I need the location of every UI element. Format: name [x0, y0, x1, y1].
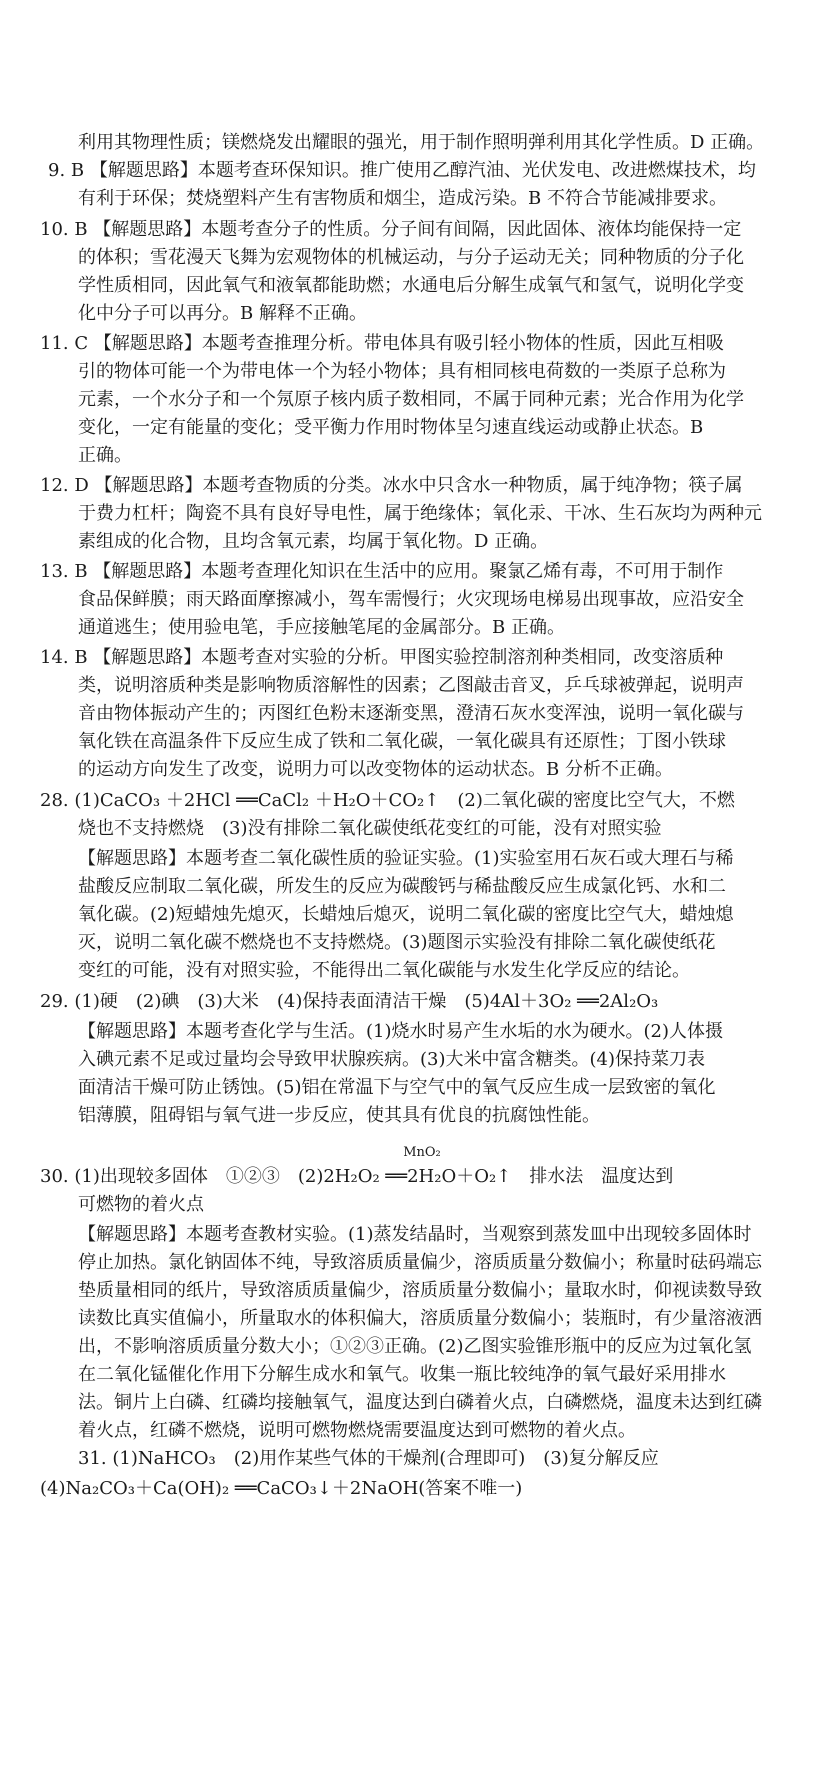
text-line: 垫质量相同的纸片，导致溶质质量偏少，溶质质量分数偏小；量取水时，仰视读数导致	[78, 1280, 762, 1301]
answer-14-line: 14. B 【解题思路】本题考查对实验的分析。甲图实验控制溶剂种类相同，改变溶质种	[40, 647, 724, 668]
answer-13-line: 13. B 【解题思路】本题考查理化知识在生活中的应用。聚氯乙烯有毒，不可用于制作	[40, 561, 724, 582]
text-line: 烧也不支持燃烧 (3)没有排除二氧化碳使纸花变红的可能，没有对照实验	[78, 818, 662, 839]
catalyst-label: MnO₂	[403, 1145, 441, 1160]
text-line: 利用其物理性质；镁燃烧发出耀眼的强光，用于制作照明弹利用其化学性质。D 正确。	[78, 132, 765, 153]
text-line: 停止加热。氯化钠固体不纯，导致溶质质量偏少，溶质质量分数偏小；称量时砝码端忘	[78, 1252, 762, 1273]
text-line: 31. (1)NaHCO₃ (2)用作某些气体的干燥剂(合理即可) (3)复分解反应	[78, 1448, 659, 1469]
text-line: 出，不影响溶质质量分数大小；①②③正确。(2)乙图实验锥形瓶中的反应为过氧化氢	[78, 1336, 752, 1357]
answer-12-line: 12. D 【解题思路】本题考查物质的分类。冰水中只含水一种物质，属于纯净物；筷子属	[40, 475, 743, 496]
text-line: 于费力杠杆；陶瓷不具有良好导电性，属于绝缘体；氧化汞、干冰、生石灰均为两种元	[78, 503, 762, 524]
text-line: 法。铜片上白磷、红磷均接触氧气，温度达到白磷着火点，白磷燃烧，温度未达到红磷	[78, 1392, 762, 1413]
text-line: 化中分子可以再分。B 解释不正确。	[78, 303, 367, 324]
text-line: 的运动方向发生了改变，说明力可以改变物体的运动状态。B 分析不正确。	[78, 759, 673, 780]
answer-29-line: 29. (1)硬 (2)碘 (3)大米 (4)保持表面清洁干燥 (5)4Al＋3O₂ ══2Al₂O₃	[40, 991, 659, 1012]
text-line: 通道逃生；使用验电笔，手应接触笔尾的金属部分。B 正确。	[78, 617, 565, 638]
answer-10-line: 10. B 【解题思路】本题考查分子的性质。分子间有间隔，因此固体、液体均能保持一定	[40, 219, 742, 240]
text-line: 在二氧化锰催化作用下分解生成水和氧气。收集一瓶比较纯净的氧气最好采用排水	[78, 1364, 726, 1385]
text-line: 氧化铁在高温条件下反应生成了铁和二氧化碳，一氧化碳具有还原性；丁图小铁球	[78, 731, 726, 752]
text-line: 灭，说明二氧化碳不燃烧也不支持燃烧。(3)题图示实验没有排除二氧化碳使纸花	[78, 932, 716, 953]
text-line: 素组成的化合物，且均含氧元素，均属于氧化物。D 正确。	[78, 531, 549, 552]
text-line: 氧化碳。(2)短蜡烛先熄灭，长蜡烛后熄灭，说明二氧化碳的密度比空气大，蜡烛熄	[78, 904, 734, 925]
text-line: 变红的可能，没有对照实验，不能得出二氧化碳能与水发生化学反应的结论。	[78, 960, 690, 981]
answer-31-line: (4)Na₂CO₃＋Ca(OH)₂ ══CaCO₃↓＋2NaOH(答案不唯一)	[40, 1478, 523, 1499]
text-line: 盐酸反应制取二氧化碳，所发生的反应为碳酸钙与稀盐酸反应生成氯化钙、水和二	[78, 876, 726, 897]
text-line: 正确。	[78, 445, 132, 466]
text-line: 音由物体振动产生的；丙图红色粉末逐渐变黑，澄清石灰水变浑浊，说明一氧化碳与	[78, 703, 744, 724]
text-line: 有利于环保；焚烧塑料产生有害物质和烟尘，造成污染。B 不符合节能减排要求。	[78, 188, 727, 209]
analysis-28-line: 【解题思路】本题考查二氧化碳性质的验证实验。(1)实验室用石灰石或大理石与稀	[78, 848, 734, 869]
analysis-29-line: 【解题思路】本题考查化学与生活。(1)烧水时易产生水垢的水为硬水。(2)人体摄	[78, 1021, 723, 1042]
text-line: 入碘元素不足或过量均会导致甲状腺疾病。(3)大米中富含糖类。(4)保持菜刀表	[78, 1049, 705, 1070]
analysis-30-line: 【解题思路】本题考查教材实验。(1)蒸发结晶时，当观察到蒸发皿中出现较多固体时	[78, 1224, 752, 1245]
text-line: 学性质相同，因此氧气和液氧都能助燃；水通电后分解生成氧气和氢气，说明化学变	[78, 275, 744, 296]
text-line: 可燃物的着火点	[78, 1194, 204, 1215]
answer-30-line: 30. (1)出现较多固体 ①②③ (2)2H₂O₂ ══2H₂O＋O₂↑ 排水法 温度达到	[40, 1166, 674, 1187]
text-line: 引的物体可能一个为带电体一个为轻小物体；具有相同核电荷数的一类原子总称为	[78, 361, 726, 382]
text-line: 铝薄膜，阻碍铝与氧气进一步反应，使其具有优良的抗腐蚀性能。	[78, 1105, 600, 1126]
text-line: 类，说明溶质种类是影响物质溶解性的因素；乙图敲击音叉，乒乓球被弹起，说明声	[78, 675, 744, 696]
answer-28-line: 28. (1)CaCO₃ ＋2HCl ══CaCl₂ ＋H₂O＋CO₂↑ (2)二氧化碳的密度比空气大，不燃	[40, 790, 735, 811]
text-line: 着火点，红磷不燃烧，说明可燃物燃烧需要温度达到可燃物的着火点。	[78, 1420, 636, 1441]
text-line: 面清洁干燥可防止锈蚀。(5)铝在常温下与空气中的氧气反应生成一层致密的氧化	[78, 1077, 716, 1098]
text-line: 读数比真实值偏小，所量取水的体积偏大，溶质质量分数偏小；装瓶时，有少量溶液洒	[78, 1308, 762, 1329]
answer-9-line: 9. B 【解题思路】本题考查环保知识。推广使用乙醇汽油、光伏发电、改进燃煤技术，均	[48, 160, 756, 181]
text-line: 变化，一定有能量的变化；受平衡力作用时物体呈匀速直线运动或静止状态。B	[78, 417, 704, 438]
text-line: 的体积；雪花漫天飞舞为宏观物体的机械运动，与分子运动无关；同种物质的分子化	[78, 247, 744, 268]
text-line: 元素，一个水分子和一个氖原子核内质子数相同，不属于同种元素；光合作用为化学	[78, 389, 744, 410]
text-line: 食品保鲜膜；雨天路面摩擦减小，驾车需慢行；火灾现场电梯易出现事故，应沿安全	[78, 589, 744, 610]
answer-11-line: 11. C 【解题思路】本题考查推理分析。带电体具有吸引轻小物体的性质，因此互相吸	[40, 333, 724, 354]
